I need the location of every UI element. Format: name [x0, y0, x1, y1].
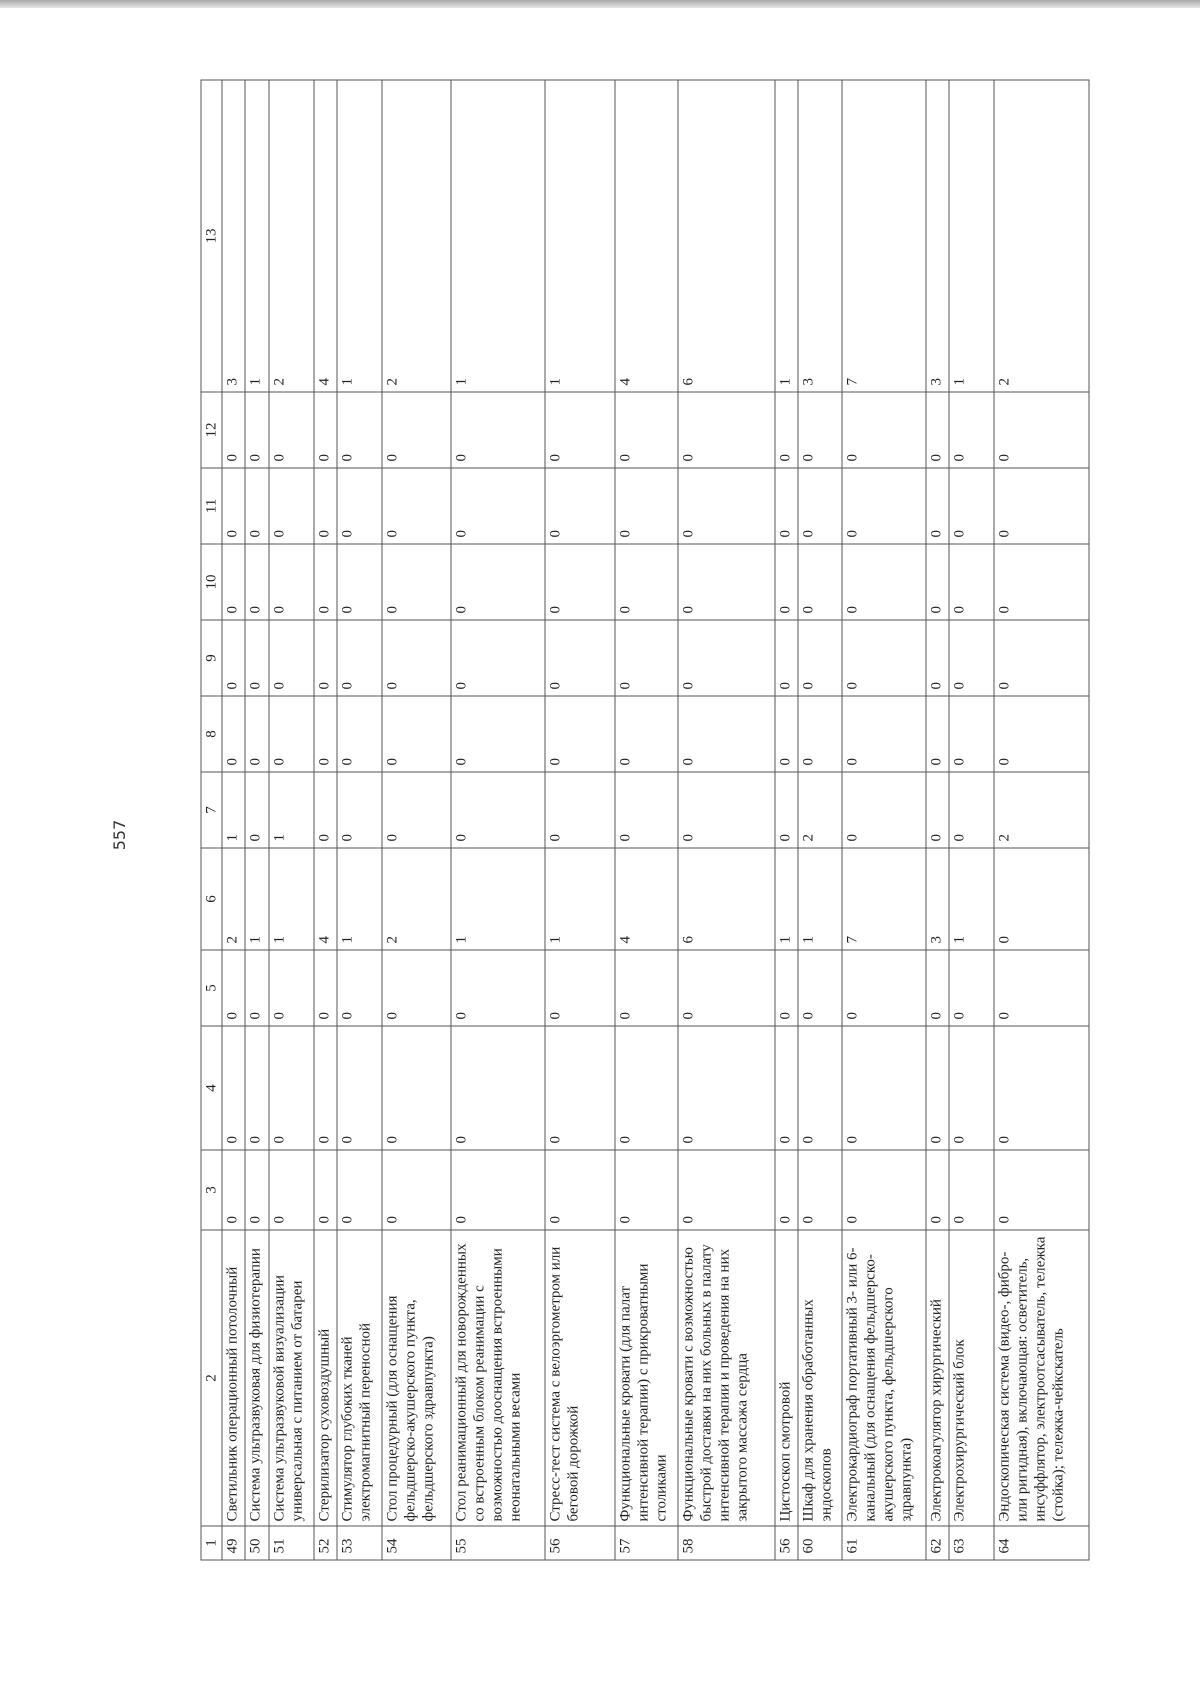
quantity-cell-col-11: 0	[615, 468, 679, 544]
quantity-cell-col-9: 0	[926, 620, 949, 696]
quantity-cell-col-3: 0	[451, 1150, 545, 1230]
quantity-cell-col-11: 0	[926, 468, 949, 544]
quantity-cell-col-4: 0	[949, 1026, 994, 1150]
column-header: 6	[201, 848, 222, 950]
table-row	[798, 80, 842, 1560]
quantity-cell-col-7: 0	[949, 772, 994, 848]
column-header: 12	[201, 392, 222, 468]
table-row	[545, 80, 614, 1560]
quantity-cell-col-5: 0	[798, 950, 842, 1026]
row-number-cell: 61	[842, 1526, 926, 1560]
quantity-cell-col-13: 3	[926, 80, 949, 392]
quantity-cell-col-7: 0	[337, 772, 382, 848]
row-number-cell: 62	[926, 1526, 949, 1560]
quantity-cell-col-11: 0	[222, 468, 245, 544]
quantity-cell-col-10: 0	[926, 544, 949, 620]
quantity-cell-col-10: 0	[337, 544, 382, 620]
quantity-cell-col-13: 2	[382, 80, 451, 392]
quantity-cell-col-13: 4	[615, 80, 679, 392]
quantity-cell-col-8: 0	[678, 696, 774, 772]
quantity-cell-col-9: 0	[842, 620, 926, 696]
column-header: 4	[201, 1026, 222, 1150]
quantity-cell-col-9: 0	[615, 620, 679, 696]
quantity-cell-col-4: 0	[451, 1026, 545, 1150]
quantity-cell-col-5: 0	[314, 950, 337, 1026]
column-header: 9	[201, 620, 222, 696]
quantity-cell-col-3: 0	[949, 1150, 994, 1230]
quantity-cell-col-9: 0	[314, 620, 337, 696]
table-row	[678, 80, 774, 1560]
quantity-cell-col-9: 0	[545, 620, 614, 696]
quantity-cell-col-7: 0	[678, 772, 774, 848]
quantity-cell-col-10: 0	[678, 544, 774, 620]
quantity-cell-col-8: 0	[382, 696, 451, 772]
column-header: 10	[201, 544, 222, 620]
quantity-cell-col-3: 0	[994, 1150, 1089, 1230]
quantity-cell-col-8: 0	[926, 696, 949, 772]
quantity-cell-col-11: 0	[314, 468, 337, 544]
quantity-cell-col-8: 0	[245, 696, 268, 772]
quantity-cell-col-13: 1	[949, 80, 994, 392]
quantity-cell-col-8: 0	[615, 696, 679, 772]
quantity-cell-col-10: 0	[269, 544, 314, 620]
column-header: 7	[201, 772, 222, 848]
quantity-cell-col-6: 1	[949, 848, 994, 950]
table-row	[926, 80, 949, 1560]
quantity-cell-col-5: 0	[545, 950, 614, 1026]
column-header: 5	[201, 950, 222, 1026]
quantity-cell-col-3: 0	[926, 1150, 949, 1230]
quantity-cell-col-4: 0	[775, 1026, 798, 1150]
quantity-cell-col-8: 0	[994, 696, 1089, 772]
quantity-cell-col-10: 0	[615, 544, 679, 620]
quantity-cell-col-12: 0	[269, 392, 314, 468]
quantity-cell-col-7: 0	[314, 772, 337, 848]
quantity-cell-col-5: 0	[994, 950, 1089, 1026]
quantity-cell-col-8: 0	[314, 696, 337, 772]
row-number-cell: 58	[678, 1526, 774, 1560]
quantity-cell-col-11: 0	[678, 468, 774, 544]
quantity-cell-col-9: 0	[245, 620, 268, 696]
quantity-cell-col-10: 0	[994, 544, 1089, 620]
equipment-name-cell: Стимулятор глубоких тканей электромагнитный переносной	[337, 1230, 382, 1526]
quantity-cell-col-7: 0	[545, 772, 614, 848]
scan-edge	[0, 0, 1200, 8]
column-header: 13	[201, 80, 222, 392]
quantity-cell-col-3: 0	[245, 1150, 268, 1230]
quantity-cell-col-12: 0	[949, 392, 994, 468]
quantity-cell-col-4: 0	[545, 1026, 614, 1150]
quantity-cell-col-12: 0	[451, 392, 545, 468]
quantity-cell-col-4: 0	[314, 1026, 337, 1150]
quantity-cell-col-10: 0	[842, 544, 926, 620]
quantity-cell-col-9: 0	[222, 620, 245, 696]
quantity-cell-col-7: 0	[245, 772, 268, 848]
quantity-cell-col-10: 0	[222, 544, 245, 620]
quantity-cell-col-12: 0	[337, 392, 382, 468]
quantity-cell-col-4: 0	[994, 1026, 1089, 1150]
equipment-table	[201, 79, 1090, 1560]
quantity-cell-col-8: 0	[269, 696, 314, 772]
quantity-cell-col-5: 0	[949, 950, 994, 1026]
quantity-cell-col-6: 0	[994, 848, 1089, 950]
equipment-name-cell: Стол процедурный (для оснащения фельдшерско-акушерского пункта, фельдшерского здравпункта)	[382, 1230, 451, 1526]
quantity-cell-col-10: 0	[775, 544, 798, 620]
quantity-cell-col-7: 2	[994, 772, 1089, 848]
quantity-cell-col-3: 0	[314, 1150, 337, 1230]
quantity-cell-col-6: 4	[314, 848, 337, 950]
quantity-cell-col-5: 0	[337, 950, 382, 1026]
quantity-cell-col-11: 0	[949, 468, 994, 544]
quantity-cell-col-11: 0	[842, 468, 926, 544]
quantity-cell-col-11: 0	[337, 468, 382, 544]
quantity-cell-col-11: 0	[451, 468, 545, 544]
quantity-cell-col-7: 0	[451, 772, 545, 848]
quantity-cell-col-13: 3	[222, 80, 245, 392]
rotated-table-container	[201, 100, 1090, 1560]
column-header: 3	[201, 1150, 222, 1230]
quantity-cell-col-6: 6	[678, 848, 774, 950]
equipment-name-cell: Стерилизатор суховоздушный	[314, 1230, 337, 1526]
quantity-cell-col-13: 2	[269, 80, 314, 392]
page-number: 557	[110, 819, 129, 851]
quantity-cell-col-13: 2	[994, 80, 1089, 392]
quantity-cell-col-10: 0	[314, 544, 337, 620]
row-number-cell: 50	[245, 1526, 268, 1560]
quantity-cell-col-10: 0	[545, 544, 614, 620]
row-number-cell: 56	[545, 1526, 614, 1560]
quantity-cell-col-11: 0	[382, 468, 451, 544]
quantity-cell-col-5: 0	[451, 950, 545, 1026]
quantity-cell-col-6: 1	[545, 848, 614, 950]
quantity-cell-col-12: 0	[382, 392, 451, 468]
quantity-cell-col-9: 0	[451, 620, 545, 696]
equipment-name-cell: Светильник операционный потолочный	[222, 1230, 245, 1526]
quantity-cell-col-4: 0	[269, 1026, 314, 1150]
row-number-cell: 57	[615, 1526, 679, 1560]
quantity-cell-col-4: 0	[222, 1026, 245, 1150]
equipment-name-cell: Система ультразвуковой визуализации универсальная с питанием от батареи	[269, 1230, 314, 1526]
quantity-cell-col-12: 0	[994, 392, 1089, 468]
quantity-cell-col-3: 0	[222, 1150, 245, 1230]
column-header: 1	[201, 1526, 222, 1560]
column-header: 11	[201, 468, 222, 544]
quantity-cell-col-6: 2	[382, 848, 451, 950]
quantity-cell-col-10: 0	[798, 544, 842, 620]
equipment-name-cell: Стол реанимационный для новорожденных со встроенным блоком реанимации с возможностью дооснащения встроенными неонатальными весами	[451, 1230, 545, 1526]
quantity-cell-col-11: 0	[994, 468, 1089, 544]
quantity-cell-col-3: 0	[545, 1150, 614, 1230]
quantity-cell-col-11: 0	[245, 468, 268, 544]
quantity-cell-col-3: 0	[615, 1150, 679, 1230]
quantity-cell-col-7: 2	[798, 772, 842, 848]
row-number-cell: 51	[269, 1526, 314, 1560]
table-row	[337, 80, 382, 1560]
quantity-cell-col-11: 0	[798, 468, 842, 544]
equipment-name-cell: Шкаф для хранения обработанных эндоскопов	[798, 1230, 842, 1526]
quantity-cell-col-4: 0	[926, 1026, 949, 1150]
table-row	[949, 80, 994, 1560]
quantity-cell-col-11: 0	[775, 468, 798, 544]
table-row	[269, 80, 314, 1560]
equipment-name-cell: Электрокоагулятор хирургический	[926, 1230, 949, 1526]
quantity-cell-col-12: 0	[615, 392, 679, 468]
quantity-cell-col-4: 0	[678, 1026, 774, 1150]
quantity-cell-col-12: 0	[842, 392, 926, 468]
quantity-cell-col-9: 0	[775, 620, 798, 696]
quantity-cell-col-9: 0	[798, 620, 842, 696]
quantity-cell-col-4: 0	[798, 1026, 842, 1150]
quantity-cell-col-5: 0	[926, 950, 949, 1026]
quantity-cell-col-6: 2	[222, 848, 245, 950]
quantity-cell-col-10: 0	[245, 544, 268, 620]
quantity-cell-col-13: 1	[245, 80, 268, 392]
quantity-cell-col-12: 0	[245, 392, 268, 468]
quantity-cell-col-9: 0	[269, 620, 314, 696]
quantity-cell-col-8: 0	[842, 696, 926, 772]
quantity-cell-col-6: 4	[615, 848, 679, 950]
table-row	[842, 80, 926, 1560]
quantity-cell-col-4: 0	[615, 1026, 679, 1150]
quantity-cell-col-7: 0	[842, 772, 926, 848]
quantity-cell-col-13: 1	[337, 80, 382, 392]
quantity-cell-col-5: 0	[775, 950, 798, 1026]
row-number-cell: 60	[798, 1526, 842, 1560]
quantity-cell-col-4: 0	[245, 1026, 268, 1150]
quantity-cell-col-13: 1	[451, 80, 545, 392]
quantity-cell-col-8: 0	[222, 696, 245, 772]
quantity-cell-col-8: 0	[798, 696, 842, 772]
table-row	[314, 80, 337, 1560]
row-number-cell: 64	[994, 1526, 1089, 1560]
table-row	[615, 80, 679, 1560]
equipment-name-cell: Функциональные кровати с возможностью быстрой доставки на них больных в палату интенсивной терапии и проведения на них закрытого массажа сердца	[678, 1230, 774, 1526]
equipment-name-cell: Функциональные кровати (для палат интенсивной терапии) с прикроватными столиками	[615, 1230, 679, 1526]
equipment-name-cell: Эндоскопическая система (видео-, фибро- или ригидная), включающая: осветитель, инсуффлятор, электроотсасыватель, тележка (стойка); тележка-чейкскатель	[994, 1230, 1089, 1526]
quantity-cell-col-13: 1	[775, 80, 798, 392]
quantity-cell-col-6: 7	[842, 848, 926, 950]
row-number-cell: 54	[382, 1526, 451, 1560]
quantity-cell-col-5: 0	[269, 950, 314, 1026]
quantity-cell-col-10: 0	[451, 544, 545, 620]
quantity-cell-col-13: 6	[678, 80, 774, 392]
quantity-cell-col-11: 0	[545, 468, 614, 544]
row-number-cell: 63	[949, 1526, 994, 1560]
quantity-cell-col-6: 1	[269, 848, 314, 950]
quantity-cell-col-3: 0	[337, 1150, 382, 1230]
quantity-cell-col-13: 1	[545, 80, 614, 392]
quantity-cell-col-7: 1	[269, 772, 314, 848]
quantity-cell-col-7: 0	[926, 772, 949, 848]
quantity-cell-col-8: 0	[337, 696, 382, 772]
header-row	[201, 80, 222, 1560]
quantity-cell-col-10: 0	[382, 544, 451, 620]
quantity-cell-col-9: 0	[994, 620, 1089, 696]
quantity-cell-col-4: 0	[842, 1026, 926, 1150]
quantity-cell-col-10: 0	[949, 544, 994, 620]
table-row	[382, 80, 451, 1560]
quantity-cell-col-3: 0	[842, 1150, 926, 1230]
quantity-cell-col-6: 1	[775, 848, 798, 950]
quantity-cell-col-8: 0	[545, 696, 614, 772]
quantity-cell-col-13: 4	[314, 80, 337, 392]
quantity-cell-col-9: 0	[337, 620, 382, 696]
quantity-cell-col-12: 0	[798, 392, 842, 468]
row-number-cell: 53	[337, 1526, 382, 1560]
quantity-cell-col-5: 0	[615, 950, 679, 1026]
equipment-name-cell: Цистоскоп смотровой	[775, 1230, 798, 1526]
table-body	[222, 80, 1089, 1560]
quantity-cell-col-6: 1	[451, 848, 545, 950]
quantity-cell-col-7: 0	[382, 772, 451, 848]
quantity-cell-col-5: 0	[245, 950, 268, 1026]
quantity-cell-col-5: 0	[382, 950, 451, 1026]
quantity-cell-col-13: 3	[798, 80, 842, 392]
quantity-cell-col-7: 1	[222, 772, 245, 848]
quantity-cell-col-3: 0	[269, 1150, 314, 1230]
quantity-cell-col-3: 0	[678, 1150, 774, 1230]
quantity-cell-col-9: 0	[382, 620, 451, 696]
table-row	[245, 80, 268, 1560]
quantity-cell-col-8: 0	[451, 696, 545, 772]
quantity-cell-col-12: 0	[545, 392, 614, 468]
quantity-cell-col-13: 7	[842, 80, 926, 392]
quantity-cell-col-6: 3	[926, 848, 949, 950]
row-number-cell: 56	[775, 1526, 798, 1560]
quantity-cell-col-3: 0	[775, 1150, 798, 1230]
quantity-cell-col-4: 0	[382, 1026, 451, 1150]
row-number-cell: 55	[451, 1526, 545, 1560]
quantity-cell-col-5: 0	[678, 950, 774, 1026]
quantity-cell-col-3: 0	[798, 1150, 842, 1230]
quantity-cell-col-11: 0	[269, 468, 314, 544]
quantity-cell-col-7: 0	[615, 772, 679, 848]
quantity-cell-col-12: 0	[222, 392, 245, 468]
equipment-name-cell: Стресс-тест система с велоэргометром или беговой дорожкой	[545, 1230, 614, 1526]
quantity-cell-col-12: 0	[314, 392, 337, 468]
quantity-cell-col-3: 0	[382, 1150, 451, 1230]
quantity-cell-col-12: 0	[678, 392, 774, 468]
quantity-cell-col-4: 0	[337, 1026, 382, 1150]
table-row	[994, 80, 1089, 1560]
quantity-cell-col-8: 0	[949, 696, 994, 772]
quantity-cell-col-6: 1	[337, 848, 382, 950]
column-header: 2	[201, 1230, 222, 1526]
quantity-cell-col-8: 0	[775, 696, 798, 772]
quantity-cell-col-5: 0	[222, 950, 245, 1026]
row-number-cell: 52	[314, 1526, 337, 1560]
quantity-cell-col-9: 0	[949, 620, 994, 696]
equipment-name-cell: Электрокардиограф портативный 3- или 6-канальный (для оснащения фельдшерско-акушерского пункта, фельдшерского здравпункта)	[842, 1230, 926, 1526]
table-row	[775, 80, 798, 1560]
equipment-name-cell: Система ультразвуковая для физиотерапии	[245, 1230, 268, 1526]
quantity-cell-col-9: 0	[678, 620, 774, 696]
quantity-cell-col-12: 0	[926, 392, 949, 468]
table-row	[451, 80, 545, 1560]
quantity-cell-col-7: 0	[775, 772, 798, 848]
quantity-cell-col-12: 0	[775, 392, 798, 468]
quantity-cell-col-6: 1	[798, 848, 842, 950]
table-row	[222, 80, 245, 1560]
equipment-name-cell: Электрохирургический блок	[949, 1230, 994, 1526]
row-number-cell: 49	[222, 1526, 245, 1560]
column-header: 8	[201, 696, 222, 772]
quantity-cell-col-6: 1	[245, 848, 268, 950]
quantity-cell-col-5: 0	[842, 950, 926, 1026]
